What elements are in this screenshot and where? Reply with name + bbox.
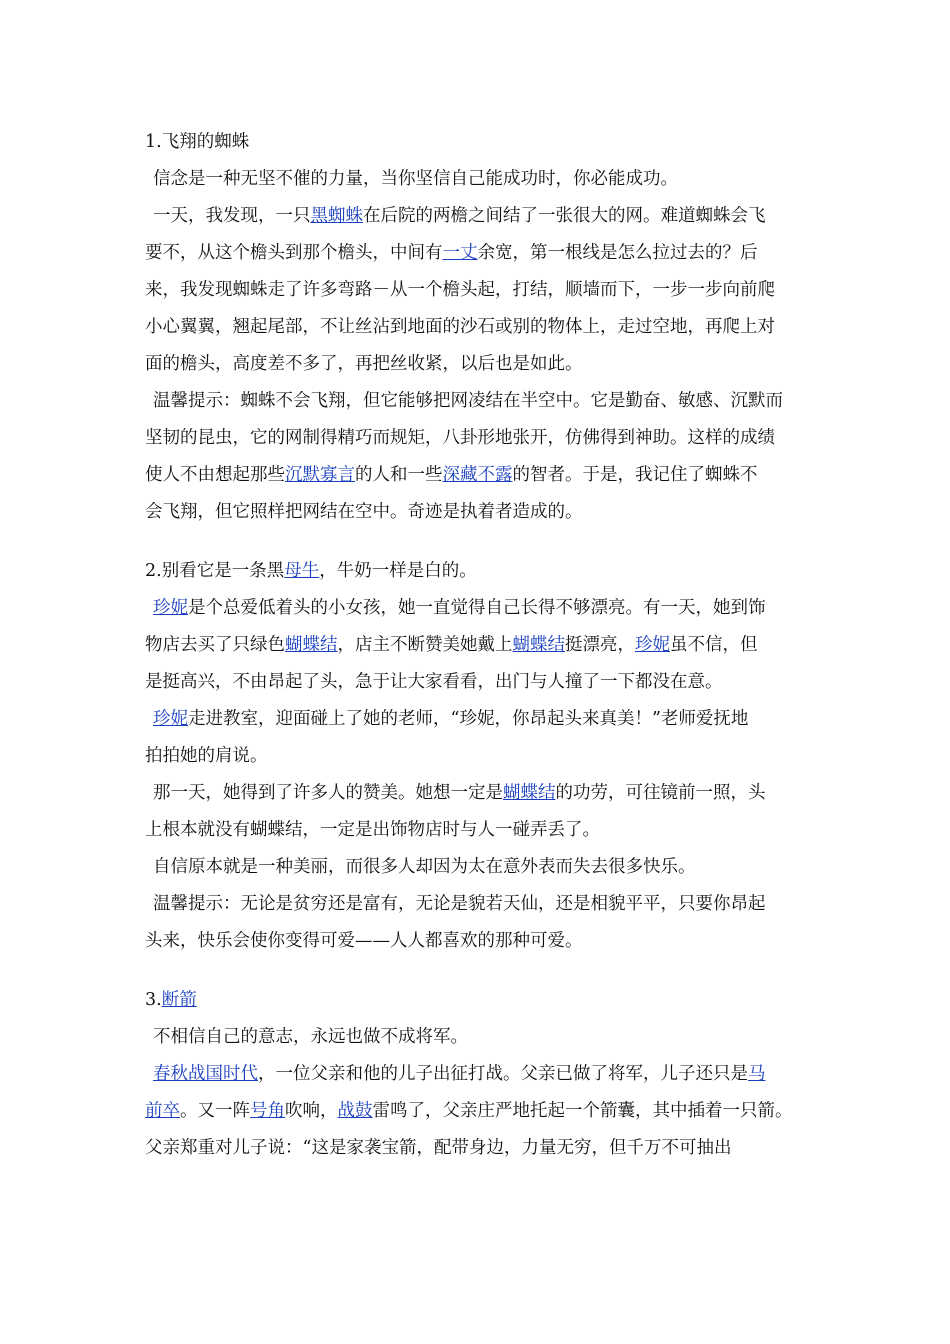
section-1-p1-line3: 来，我发现蜘蛛走了许多弯路－从一个檐头起，打结，顺墙而下，一步一步向前爬 [145,280,775,300]
text-span: 是个总爱低着头的小女孩，她一直觉得自己长得不够漂亮。有一天，她到饰 [188,598,766,618]
text-span: 2.别看它是一条黑 [145,561,285,581]
text-span: ，牛奶一样是白的。 [319,561,477,581]
text-span: 走进教室，迎面碰上了她的老师，“珍妮，你昂起头来真美！”老师爱抚地 [188,709,749,729]
link-haojiao[interactable]: 号角 [250,1101,285,1121]
text-span: 那一天，她得到了许多人的赞美。她想一定是 [153,783,503,803]
section-2-p1-line2 [145,627,815,664]
text-span: 使人不由想起那些 [145,465,285,485]
link-ma[interactable]: 马 [748,1064,766,1084]
section-2-p2-line1 [145,701,815,738]
text-span: 余宽，第一根线是怎么拉过去的？后 [477,243,758,263]
text-span: ，一位父亲和他的儿子出征打战。父亲已做了将军，儿子还只是 [258,1064,748,1084]
document-body [145,124,815,1167]
section-2-p1-line1 [145,590,815,627]
link-shencang-bulu[interactable]: 深藏不露 [442,465,513,485]
section-3-p1-line1 [145,1056,815,1093]
section-3-p1-line3: 父亲郑重对儿子说：“这是家袭宝箭，配带身边，力量无穷，但千万不可抽出 [145,1138,732,1158]
text-span: 3. [145,990,162,1010]
text-span: 的人和一些 [355,465,443,485]
text-span: 在后院的两檐之间结了一张很大的网。难道蜘蛛会飞 [363,206,766,226]
text-span: 雷鸣了，父亲庄严地托起一个箭囊，其中插着一只箭。 [372,1101,793,1121]
link-zhang[interactable]: 一丈 [442,243,478,263]
text-span: 挺漂亮， [565,635,635,655]
section-2-p5-line1: 温馨提示：无论是贫穷还是富有，无论是貌若天仙，还是相貌平平，只要你昂起 [153,894,766,914]
section-2-p2-line2: 拍拍她的肩说。 [145,746,268,766]
link-butterfly-bow[interactable]: 蝴蝶结 [503,783,556,803]
text-span: 。又一阵 [180,1101,250,1121]
section-1-p1-line1 [145,198,815,235]
section-1-p2-line2: 坚韧的昆虫，它的网制得精巧而规矩，八卦形地张开，仿佛得到神助。这样的成绩 [145,428,775,448]
text-span: 物店去买了只绿色 [145,635,285,655]
text-span: 的智者。于是，我记住了蜘蛛不 [512,465,758,485]
section-3-p1-line2 [145,1093,815,1130]
section-2-p3-line1 [145,775,815,812]
section-1-p1-line4: 小心翼翼，翘起尾部，不让丝沾到地面的沙石或别的物体上，走过空地，再爬上对 [145,317,775,337]
section-2-p1-line3: 是挺高兴，不由昂起了头，急于让大家看看，出门与人撞了一下都没在意。 [145,672,723,692]
section-1-p2-line4: 会飞翔，但它照样把网结在空中。奇迹是执着者造成的。 [145,502,583,522]
text-span: 的功劳，可往镜前一照，头 [555,783,766,803]
link-qianzu[interactable]: 前卒 [145,1101,180,1121]
section-2-p4: 自信原本就是一种美丽，而很多人却因为太在意外表而失去很多快乐。 [153,857,696,877]
section-spacer [145,531,815,553]
link-zhenni[interactable]: 珍妮 [635,635,670,655]
text-span: ，店主不断赞美她戴上 [337,635,513,655]
link-chenmo-guayan[interactable]: 沉默寡言 [285,465,355,485]
text-span: 一天，我发现，一只 [153,206,311,226]
link-chunqiu-zhanguo[interactable]: 春秋战国时代 [153,1064,258,1084]
section-2-p5-line2: 头来，快乐会使你变得可爱——人人都喜欢的那种可爱。 [145,931,583,951]
section-1-title: 1.飞翔的蜘蛛 [145,132,250,152]
link-muniu[interactable]: 母牛 [284,561,320,581]
section-3-title [145,982,815,1019]
section-1-p1-line5: 面的檐头，高度差不多了，再把丝收紧，以后也是如此。 [145,354,583,374]
text-span: 要不，从这个檐头到那个檐头，中间有 [145,243,443,263]
section-1-p2-line1: 温馨提示：蜘蛛不会飞翔，但它能够把网凌结在半空中。它是勤奋、敏感、沉默而 [153,391,783,411]
link-zhenni[interactable]: 珍妮 [153,709,188,729]
link-zhenni[interactable]: 珍妮 [153,598,188,618]
link-zhangu[interactable]: 战鼓 [337,1101,373,1121]
text-span: 虽不信，但 [670,635,758,655]
section-spacer [145,960,815,982]
section-2-p3-line2: 上根本就没有蝴蝶结，一定是出饰物店时与人一碰弄丢了。 [145,820,600,840]
text-span: 吹响， [285,1101,338,1121]
section-3-motto: 不相信自己的意志，永远也做不成将军。 [153,1027,468,1047]
section-1-p2-line3 [145,457,815,494]
link-black-spider[interactable]: 黑蜘蛛 [310,206,363,226]
section-1-p1-line2 [145,235,815,272]
link-butterfly-bow[interactable]: 蝴蝶结 [512,635,565,655]
section-2-title [145,553,815,590]
link-duanjian[interactable]: 断箭 [161,990,197,1010]
section-1-motto: 信念是一种无坚不催的力量，当你坚信自己能成功时，你必能成功。 [153,169,678,189]
link-butterfly-bow[interactable]: 蝴蝶结 [285,635,338,655]
